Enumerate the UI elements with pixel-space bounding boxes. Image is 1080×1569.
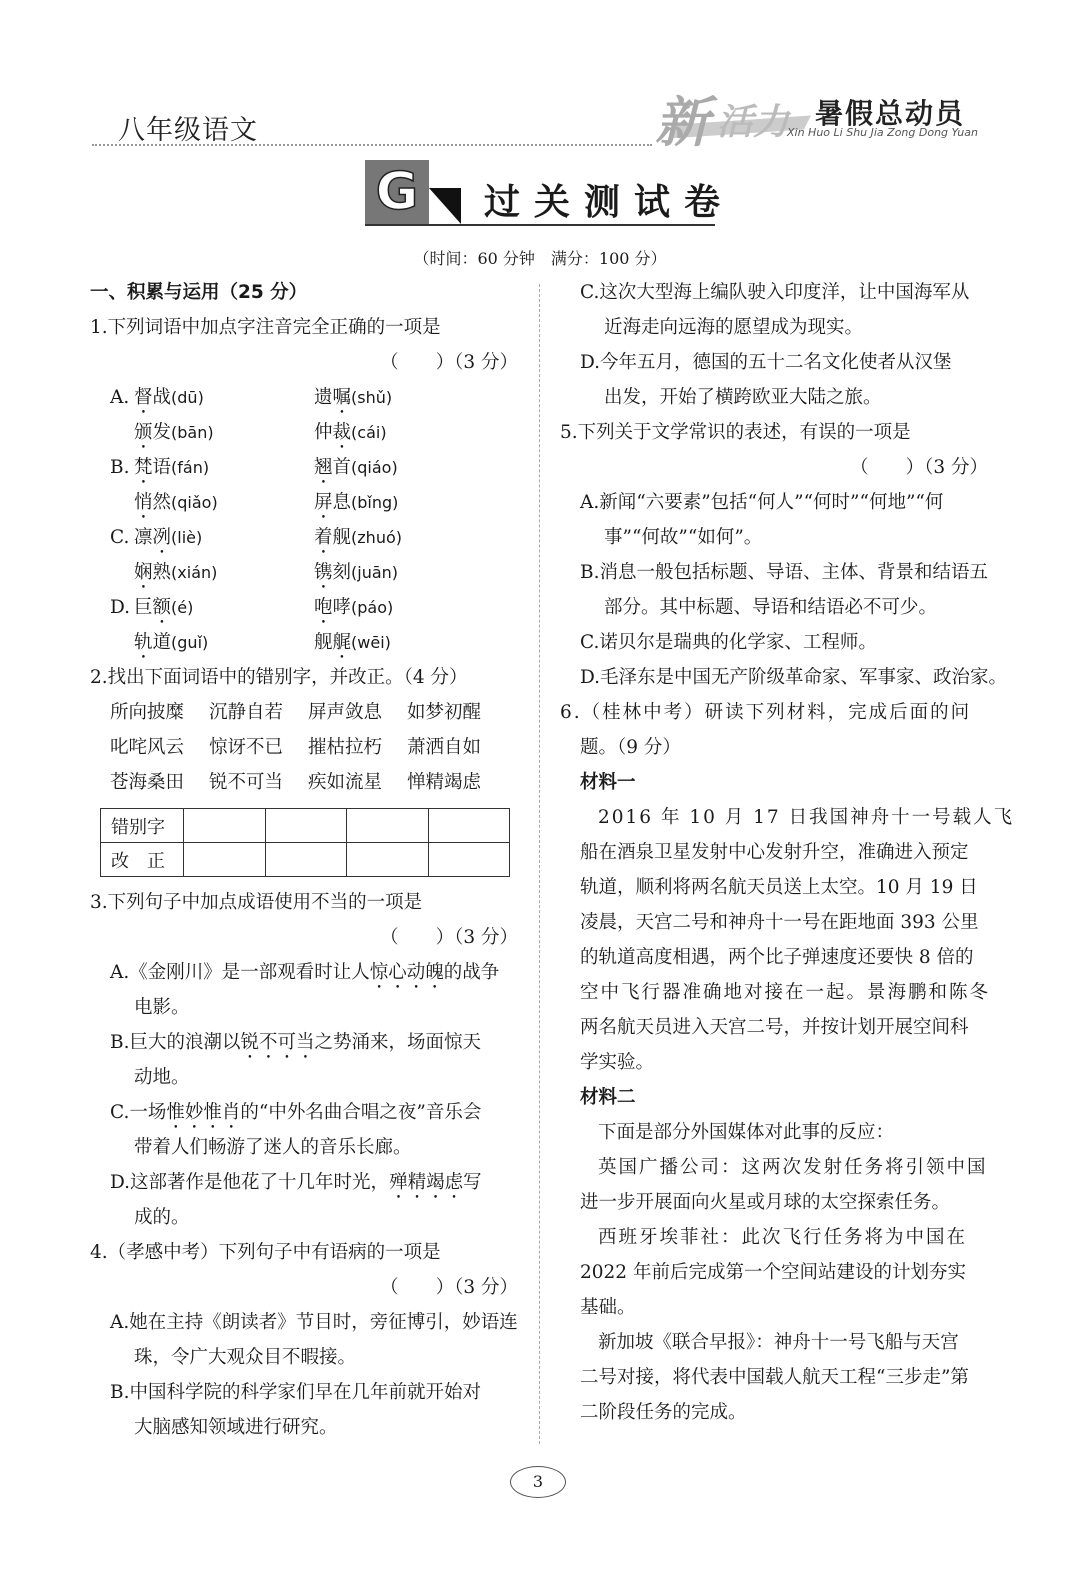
option-word-right [314,380,392,418]
pinyin-word [314,562,398,583]
text-line: 两名航天员进入天宫二号，并按计划开展空间科 [580,1017,969,1038]
char: 刻 [332,562,352,583]
page-title: 过关测试卷 [484,182,735,223]
idiom-row [90,765,518,800]
option-word-left [134,485,218,523]
pinyin-word [314,387,392,408]
text-line: D.今年五月，德国的五十二名文化使者从汉堡 [580,352,952,373]
idiom: 叱咤风云 [110,737,185,758]
char: 息 [332,492,352,513]
dotted-char: 梵 [134,457,153,478]
option-row [90,415,518,450]
option-row [90,555,518,590]
option-word-right [314,485,398,523]
text-line: 基础。 [580,1297,636,1318]
answer-cell[interactable] [347,843,429,877]
idiom: 锐不可当 [209,772,284,793]
text-line: 6.（桂林中考）研读下列材料，完成后面的问 [560,702,972,723]
option-word-left [134,520,202,558]
idiom: 惊讶不已 [209,737,284,758]
grade-subject-label: 八年级语文 [118,115,258,146]
pinyin-word [314,457,398,478]
dotted-char: 轨 [134,632,153,653]
text-line: C.这次大型海上编队驶入印度洋，让中国海军从 [580,282,970,303]
answer-cell[interactable] [265,843,347,877]
char: 语 [152,457,172,478]
text-line: 大脑感知领域进行研究。 [134,1417,338,1438]
char: 仲 [314,422,333,443]
text-line: 新加坡《联合早报》：神舟十一号飞船与天宫 [598,1332,959,1353]
text-line: 题。（9 分） [580,737,681,758]
answer-cell[interactable] [428,809,510,843]
pinyin: (bǐng) [351,493,399,512]
pinyin: (dū) [171,388,204,407]
option-word-right [314,450,398,488]
option-row [90,380,518,415]
dotted-char: 冽 [152,527,172,548]
text-line: B.消息一般包括标题、导语、主体、背景和结语五 [580,562,988,583]
text-line: A.《金刚川》是一部观看时让人惊心动魄的战争 [110,962,500,983]
row-header-correction: 改 正 [101,843,184,877]
pinyin: (qiáo) [351,458,398,477]
text-line: 英国广播公司：这两次发射任务将引领中国 [598,1157,988,1178]
dotted-char: 镌 [314,562,333,583]
pinyin: (wēi) [351,633,391,652]
answer-cell[interactable] [428,843,510,877]
idiom: 萧洒自如 [407,737,482,758]
column-divider [539,284,540,1444]
idiom: 摧枯拉朽 [308,737,383,758]
pinyin-word [314,632,391,653]
idiom: 屏声敛息 [308,702,383,723]
question-1-score: （ ）（3 分） [380,352,518,373]
text-line: D.这部著作是他花了十几年时光，殚精竭虑写 [110,1172,482,1193]
section-heading: 一、积累与运用（25 分） [90,282,308,303]
text-line: D.毛泽东是中国无产阶级革命家、军事家、政治家。 [580,667,1008,688]
page-number: 3 [510,1466,566,1498]
pinyin: (cái) [351,423,387,442]
char: 熟 [152,562,172,583]
pinyin-word [134,562,217,583]
idiom: 惮精竭虑 [407,772,482,793]
answer-table [100,808,510,877]
text-line: 轨道，顺利将两名航天员送上太空。10 月 19 日 [580,877,978,898]
char: 首 [332,457,352,478]
pinyin: (fán) [171,458,210,477]
text-line: B.巨大的浪潮以锐不可当之势涌来，场面惊天 [110,1032,482,1053]
option-word-left [134,450,209,488]
brand-huoli: 活力 [717,101,790,143]
question-3-options [90,955,518,1235]
text-line: 近海走向远海的愿望成为现实。 [604,317,864,338]
char: 巨 [134,597,153,618]
idiom: 所向披糜 [110,702,185,723]
dotted-char: 悄 [134,492,153,513]
text-line: B.中国科学院的科学家们早在几年前就开始对 [110,1382,481,1403]
idiom: 苍海桑田 [110,772,185,793]
option-word-left [134,625,208,663]
question-2-stem: 2.找出下面词语中的错别字，并改正。（4 分） [90,667,468,688]
char: 然 [152,492,172,513]
pinyin: (zhuó) [351,528,402,547]
table-row [101,809,510,843]
pinyin-word [314,597,393,618]
dotted-idiom: 殚精竭虑 [389,1172,464,1193]
text-line: 二号对接，将代表中国载人航天工程“三步走”第 [580,1367,969,1388]
text-line: 西班牙埃菲社：此次飞行任务将为中国在 [598,1227,968,1248]
text-line: 事”“何故”“如何”。 [604,527,763,548]
pinyin: (xián) [171,563,218,582]
table-row [101,843,510,877]
pinyin: (bān) [171,423,214,442]
text-line: 材料一 [580,772,636,793]
text-line: 的轨道高度相遇，两个比子弹速度还要快 8 倍的 [580,947,974,968]
idiom-row [90,695,518,730]
pinyin-word [134,422,214,443]
pinyin-word [314,527,402,548]
option-word-right [314,415,387,453]
brand-xin: 新 [655,90,709,154]
dotted-char: 翘 [314,457,333,478]
question-2-idioms [90,695,518,800]
text-line: 船在酒泉卫星发射中心发射升空，准确进入预定 [580,842,969,863]
text-line: 凌晨，天宫二号和神舟十一号在距地面 393 公里 [580,912,979,933]
char: 道 [152,632,172,653]
text-line: 动地。 [134,1067,190,1088]
char: 遗 [314,387,333,408]
dotted-char: 娴 [134,562,153,583]
exam-meta: （时间：60 分钟 满分：100 分） [413,249,667,268]
text-line: A.她在主持《朗读者》节目时，旁征博引，妙语连 [110,1312,518,1333]
text-line: 成的。 [134,1207,190,1228]
dotted-char: 艉 [332,632,352,653]
answer-cell[interactable] [265,809,347,843]
option-row [90,625,518,660]
text-line: A.新闻“六要素”包括“何人”“何时”“何地”“何 [580,492,944,513]
text-line: 二阶段任务的完成。 [580,1402,747,1423]
char: 舰 [314,632,333,653]
right-column-lines [560,275,1015,1430]
pinyin: (qiǎo) [171,493,218,512]
text-line: 进一步开展面向火星或月球的太空探索任务。 [580,1192,951,1213]
pinyin: (juān) [351,563,399,582]
option-word-left [134,380,204,418]
question-4-score: （ ）（3 分） [380,1277,518,1298]
dotted-char: 颁 [134,422,153,443]
dotted-char: 裁 [332,422,352,443]
option-row [90,590,518,625]
option-word-right [314,555,398,593]
pinyin: (liè) [171,528,203,547]
left-column [90,275,518,1445]
char: 哮 [332,597,352,618]
text-line: C.一场惟妙惟肖的“中外名曲合唱之夜”音乐会 [110,1102,482,1123]
idiom: 如梦初醒 [407,702,482,723]
idiom: 疾如流星 [308,772,383,793]
pinyin-word [134,597,193,618]
text-line: 下面是部分外国媒体对此事的反应： [598,1122,895,1143]
idiom: 沉静自若 [209,702,284,723]
text-line: 珠，令广大观众目不暇接。 [134,1347,357,1368]
text-line: （ ）（3 分） [850,457,988,478]
answer-cell[interactable] [184,809,266,843]
dotted-char: 咆 [314,597,333,618]
question-3-score: （ ）（3 分） [380,927,518,948]
header-divider [92,144,652,146]
triangle-icon [429,188,461,224]
pinyin-word [134,387,204,408]
text-line: 5.下列关于文学常识的表述，有误的一项是 [560,422,911,443]
question-4-stem: 4.（孝感中考）下列句子中有语病的一项是 [90,1242,441,1263]
dotted-char: 额 [152,597,172,618]
char: 发 [152,422,172,443]
pinyin-word [134,527,202,548]
dotted-idiom: 锐不可当 [240,1032,315,1053]
option-row [90,485,518,520]
pinyin: (guǐ) [171,633,209,652]
option-label: B. [110,457,130,478]
text-line: 电影。 [134,997,190,1018]
dotted-idiom: 惊心动魄 [369,962,444,983]
brand-pinyin: Xin Huo Li Shu Jia Zong Dong Yuan [787,126,978,139]
answer-cell[interactable] [184,843,266,877]
option-word-left [134,415,214,453]
text-line: 出发，开始了横跨欧亚大陆之旅。 [604,387,882,408]
pinyin-word [134,492,218,513]
text-line: 材料二 [580,1087,636,1108]
question-1-stem: 1.下列词语中加点字注音完全正确的一项是 [90,317,441,338]
idiom-row [90,730,518,765]
text-line: 部分。其中标题、导语和结语必不可少。 [604,597,938,618]
pinyin-word [314,492,398,513]
option-label: D. [110,597,131,618]
pinyin-word [314,422,387,443]
text-line: C.诺贝尔是瑞典的化学家、工程师。 [580,632,877,653]
dotted-char: 嘱 [332,387,352,408]
option-label: A. [110,387,130,408]
option-word-left [134,555,217,593]
pinyin-word [134,457,209,478]
option-word-right [314,590,393,628]
dotted-char: 屏 [314,492,333,513]
dotted-idiom: 惟妙惟肖 [166,1102,241,1123]
pinyin: (é) [171,598,194,617]
row-header-wrong-char: 错别字 [101,809,184,843]
text-line: 2022 年前后完成第一个空间站建设的计划夯实 [580,1262,966,1283]
dotted-char: 督 [134,387,153,408]
char: 舰 [332,527,352,548]
text-line: 学实验。 [580,1052,655,1073]
option-word-right [314,520,402,558]
question-4-options [90,1305,518,1445]
text-line: 空中飞行器准确地对接在一起。景海鹏和陈冬 [580,982,991,1003]
char: 凛 [134,527,153,548]
pinyin-word [134,632,208,653]
question-3-stem: 3.下列句子中加点成语使用不当的一项是 [90,892,423,913]
section-letter-badge: G [365,160,429,224]
option-word-left [134,590,193,628]
text-line: 2016 年 10 月 17 日我国神舟十一号载人飞 [598,807,1015,828]
char: 战 [152,387,172,408]
right-column [560,275,1015,1430]
answer-cell[interactable] [347,809,429,843]
pinyin: (shǔ) [351,388,393,407]
question-1-options [90,380,518,660]
pinyin: (páo) [351,598,394,617]
option-label: C. [110,527,130,548]
dotted-char: 着 [314,527,333,548]
text-line: 带着人们畅游了迷人的音乐长廊。 [134,1137,412,1158]
title-underline [365,224,715,226]
option-row [90,520,518,555]
option-word-right [314,625,391,663]
brand-name: 暑假总动员 [815,97,966,130]
option-row [90,450,518,485]
brand-logo [655,80,990,154]
